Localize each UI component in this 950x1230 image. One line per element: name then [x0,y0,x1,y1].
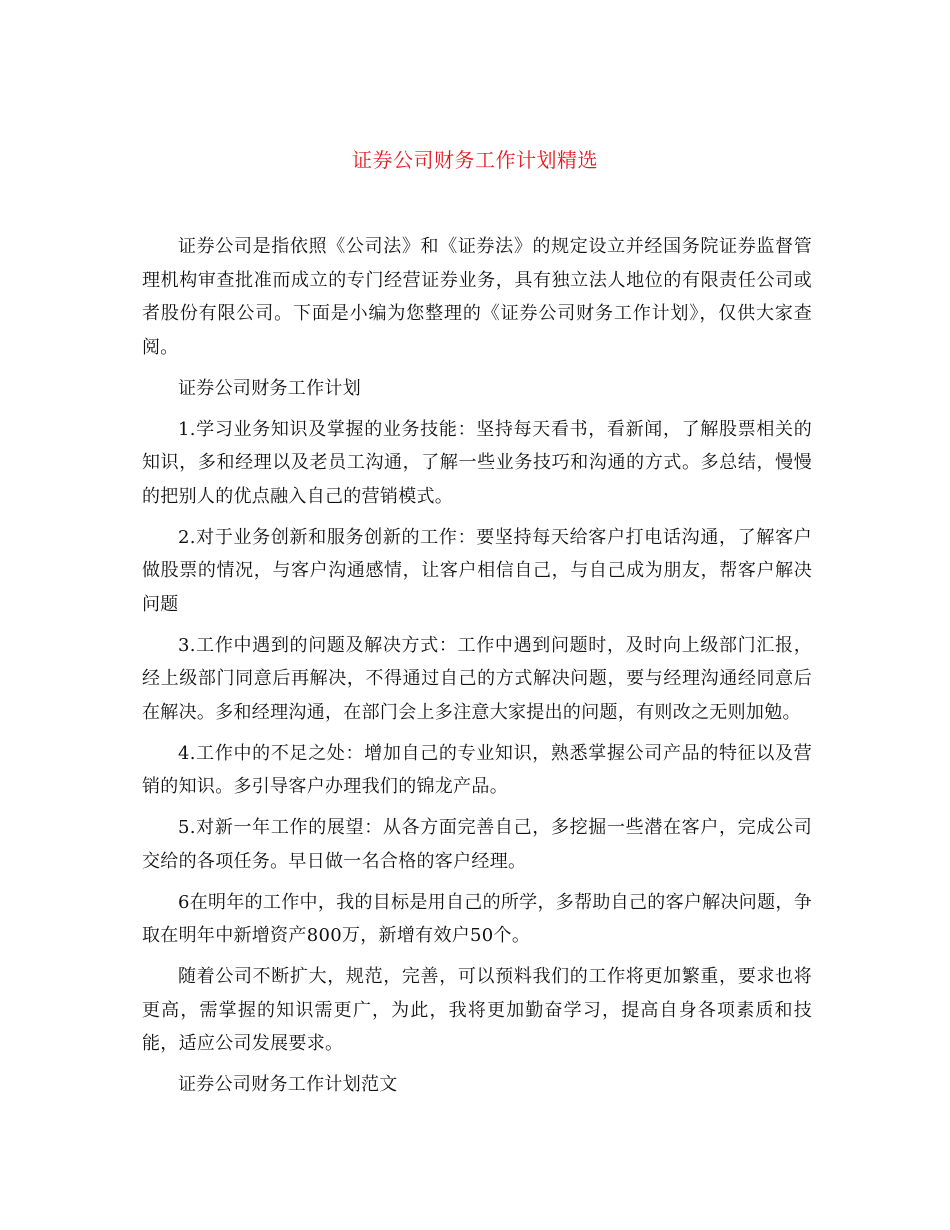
document-body [142,230,812,1109]
document-title: 证券公司财务工作计划精选 [352,148,598,172]
plan-item-2: 2.对于业务创新和服务创新的工作：要坚持每天给客户打电话沟通，了解客户做股票的情况，与客户沟通感情，让客户相信自己，与自己成为朋友，帮客户解决问题 [142,526,812,615]
intro-paragraph: 证券公司是指依照《公司法》和《证券法》的规定设立并经国务院证券监督管理机构审查批准而成立的专门经营证券业务，具有独立法人地位的有限责任公司或者股份有限公司。下面是小编为您整理的《证券公司财务工作计划》，仅供大家查阅。 [142,236,812,358]
plan-item-3: 3.工作中遇到的问题及解决方式：工作中遇到问题时，及时向上级部门汇报，经上级部门同意后再解决，不得通过自己的方式解决问题，要与经理沟通经同意后在解决。多和经理沟通，在部门会上多注意大家提出的问题，有则改之无则加勉。 [142,634,812,723]
plan-item-1: 1.学习业务知识及掌握的业务技能：坚持每天看书，看新闻，了解股票相关的知识，多和经理以及老员工沟通，了解一些业务技巧和沟通的方式。多总结，慢慢的把别人的优点融入自己的营销模式。 [142,418,812,507]
section-heading-sample: 证券公司财务工作计划范文 [178,1074,398,1095]
plan-item-4: 4.工作中的不足之处：增加自己的专业知识，熟悉掌握公司产品的特征以及营销的知识。多引导客户办理我们的锦龙产品。 [142,742,812,797]
section-heading-plan: 证券公司财务工作计划 [178,377,361,399]
plan-item-5: 5.对新一年工作的展望：从各方面完善自己，多挖掘一些潜在客户，完成公司交给的各项任务。早日做一名合格的客户经理。 [142,817,812,872]
closing-paragraph: 随着公司不断扩大，规范，完善，可以预料我们的工作将更加繁重，要求也将更高，需掌握的知识需更广，为此，我将更加勤奋学习，提高自身各项素质和技能，适应公司发展要求。 [142,966,812,1054]
plan-item-6: 6在明年的工作中，我的目标是用自己的所学，多帮助自己的客户解决问题，争取在明年中新增资产800万，新增有效户50个。 [142,891,812,946]
